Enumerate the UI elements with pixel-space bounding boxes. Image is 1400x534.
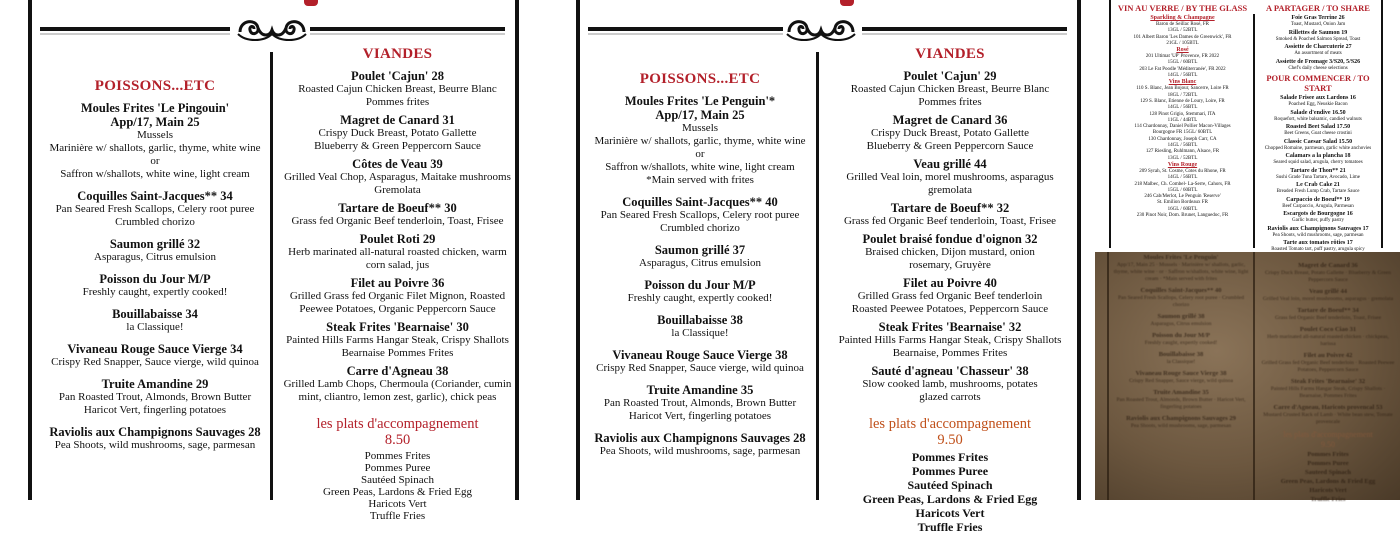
menu-item: Poisson du Jour M/P Freshly caught, expertly cooked! xyxy=(82,272,228,298)
menu-item: Bouillabaisse 38 la Classique! xyxy=(657,313,743,339)
header-rule-left xyxy=(40,27,230,31)
menu-item: Carre d'Agneau 38 Grilled Lamb Chops, Chermoula (Coriander, cumin mint, cliantro, lemon zest, garlic), chick peas xyxy=(283,364,512,403)
menu-item: Saumon grillé 37 Asparagus, Citrus emulsion xyxy=(639,243,761,269)
flourish-ornament-icon xyxy=(785,12,857,44)
menu-page-a xyxy=(0,0,540,522)
section-title-share: A PARTAGER / TO SHARE xyxy=(1266,3,1370,13)
viandes-column xyxy=(280,46,515,522)
header-rule-right xyxy=(310,27,505,31)
menu-item: Truite Amandine 35 Pan Roasted Trout, Almonds, Brown Butter Haricot Vert, fingerling potatoes xyxy=(603,383,797,422)
section-title-poissons: POISSONS...ETC xyxy=(639,71,761,87)
poissons-column xyxy=(45,78,265,460)
menu-item: Moules Frites 'Le Penguin'* App/17, Main 25 Mussels Marinière w/ shallots, garlic, thyme, white wine or Saffron w/shallots, white wine, light cream *Main served with frites xyxy=(594,94,806,186)
menu-item: Côtes de Veau 39 Grilled Veal Chop, Asparagus, Maitake mushrooms Gremolata xyxy=(284,157,511,196)
menu-item: Coquilles Saint-Jacques** 40 Pan Seared Fresh Scallops, Celery root puree Crumbled chorizo xyxy=(600,195,800,234)
photo-frame-line xyxy=(1107,252,1109,500)
menu-item: Poulet Roti 29 Herb marinated all-natural roasted chicken, warm corn salad, jus xyxy=(288,232,507,271)
sides-price: 9.50 xyxy=(937,432,963,448)
side-item: Truffle Fries xyxy=(369,510,426,522)
frame-border-right xyxy=(1381,0,1383,248)
menu-item: Saumon grillé 32 Asparagus, Citrus emulsion xyxy=(94,237,216,263)
menu-item: Magret de Canard 36 Crispy Duck Breast, Potato Gallette Blueberry & Green Peppercorn Sauce xyxy=(866,113,1034,152)
title-letter-fragment xyxy=(840,0,854,6)
menu-item: Tartare de Boeuf** 32 Grass fed Organic Beef tenderloin, Toast, Frisee xyxy=(843,201,1057,227)
frame-border-right xyxy=(515,0,519,500)
frame-border-left xyxy=(1109,0,1111,248)
frame-border-left xyxy=(28,0,32,500)
menu-item: Raviolis aux Champignons Sauvages 28 Pea Shoots, wild mushrooms, sage, parmesan xyxy=(594,431,806,457)
menu-item: Poulet braisé fondue d'oignon 32 Braised chicken, Dijon mustard, onion rosemary, Gruyère xyxy=(862,232,1038,271)
side-item: Truffle Fries xyxy=(917,520,983,534)
photo-right-column: Magret de Canard 36 Crispy Duck Breast, Potato Gallette · Blueberry & Green Peppercorn Sauce Veau grillé 44 Grilled Veal loin, morel mushrooms, asparagus · gremolata Tartare de Boeuf** 34 Grass fed Organic Beef tenderloin, Toast, Frisee Poulet Coco Ciao 31 Herb marinated all-natural roasted chicken · chickpeas, harissa Filet au Poivre 42 Grilled Grass fed Organic Beef tenderloin · Roasted Peewee Potatoes, Peppercorn Sauce Steak Frites 'Bearnaise' 32 Painted Hills Farms Hangar Steak, Crispy Shallots · Bearnaise, Pommes Frites Carre d'Agneau, Haricots provencal 53 Mustard Crusted Rack of Lamb · White bean stew, Tomate provencale les plats d'accompagnement 9.50 Pommes Frites Pommes Puree Sauteed Spinach Green Peas, Lardons & Fried Egg Haricots Vert Truffle Fries xyxy=(1261,262,1395,503)
menu-item: Veau grillé 44 Grilled Veal loin, morel mushrooms, asparagus gremolata xyxy=(846,157,1054,196)
frame-border-right xyxy=(1077,0,1081,500)
menu-item: Poulet 'Cajun' 29 Roasted Cajun Chicken Breast, Beurre Blanc Pommes frites xyxy=(850,69,1050,108)
side-item: Sautéed Spinach xyxy=(907,478,993,492)
side-item: Pommes Frites xyxy=(364,450,431,462)
header-rule-right xyxy=(862,27,1067,31)
menu-item: Vivaneau Rouge Sauce Vierge 34 Crispy Red Snapper, Sauce vierge, wild quinoa xyxy=(51,342,259,368)
menu-item: Sauté d'agneau 'Chasseur' 38 Slow cooked lamb, mushrooms, potates glazed carrots xyxy=(862,364,1038,403)
side-item: Sautéed Spinach xyxy=(360,474,434,486)
section-title-start: POUR COMMENCER / TO START xyxy=(1266,73,1370,93)
menu-page-b xyxy=(560,0,1090,534)
menu-item: Poulet 'Cajun' 28 Roasted Cajun Chicken Breast, Beurre Blanc Pommes frites xyxy=(298,69,497,108)
section-title-sides: les plats d'accompagnement xyxy=(868,416,1032,432)
menu-item: Steak Frites 'Bearnaise' 30 Painted Hills Farms Hangar Steak, Crispy Shallots Bearnaise Pommes Frites xyxy=(286,320,509,359)
menu-item: Filet au Poivre 36 Grilled Grass fed Organic Filet Mignon, Roasted Peewee Potatoes, Organic Peppercorn Sauce xyxy=(289,276,506,315)
side-item: Pommes Puree xyxy=(364,462,431,474)
menu-item: Vivaneau Rouge Sauce Vierge 38 Crispy Red Snapper, Sauce vierge, wild quinoa xyxy=(596,348,804,374)
photo-column-line xyxy=(1253,252,1255,500)
menu-item: Poisson du Jour M/P Freshly caught, expertly cooked! xyxy=(627,278,773,304)
side-item: Pommes Puree xyxy=(911,464,989,478)
menu-item: Raviolis aux Champignons Sauvages 28 Pea Shoots, wild mushrooms, sage, parmesan xyxy=(49,425,261,451)
frame-border-left xyxy=(576,0,580,500)
menu-item: Magret de Canard 31 Crispy Duck Breast, Potato Gallette Blueberry & Green Peppercorn Sauce xyxy=(314,113,481,152)
section-title-sides: les plats d'accompagnement xyxy=(316,416,479,432)
column-divider xyxy=(270,52,273,500)
side-item: Green Peas, Lardons & Fried Egg xyxy=(862,492,1038,506)
side-item: Haricots Vert xyxy=(368,498,427,510)
menu-item: Tartare de Boeuf** 30 Grass fed Organic Beef tenderloin, Toast, Frisee xyxy=(291,201,504,227)
menu-item: Steak Frites 'Bearnaise' 32 Painted Hills Farms Hangar Steak, Crispy Shallots Bearnaise, Pommes Frites xyxy=(838,320,1062,359)
section-title-viandes: VIANDES xyxy=(915,46,985,62)
menu-photo xyxy=(1095,252,1400,503)
side-item: Haricots Vert xyxy=(915,506,985,520)
poissons-column xyxy=(590,71,810,466)
side-item: Pommes Frites xyxy=(911,450,989,464)
section-title-poissons: POISSONS...ETC xyxy=(94,78,216,94)
menu-item: Coquilles Saint-Jacques** 34 Pan Seared Fresh Scallops, Celery root puree Crumbled chorizo xyxy=(55,189,255,228)
menu-item: Moules Frites 'Le Pingouin' App/17, Main 25 Mussels Marinière w/ shallots, garlic, thyme, white wine or Saffron w/shallots, white wine, light cream xyxy=(49,101,261,180)
viandes-column xyxy=(825,46,1075,534)
section-title-viandes: VIANDES xyxy=(362,46,433,62)
flourish-ornament-icon xyxy=(236,12,308,44)
menu-page-c xyxy=(1095,0,1400,252)
header-rule-left xyxy=(588,27,783,31)
wine-column: VIN AU VERRE / BY THE GLASS Sparkling & Champagne Baron de Seillac Rosé, FR 13GL / 52BTL 101 Albert Baron 'Les Dames de Greenwick', FR 21GL / 105BTL Rosé 201 Ultimat 'UP' Provence, FR 2022 15GL / 60BTL 203 Le Fat Poodle 'Méditerranée', FR 2022 14GL / 56BTL Vins Blanc 110 S. Blanc, Jean Bojour, Sancerre, Loire FR 18GL / 72BTL 129 S. Blanc, Etienne de Loury, Loire, FR 14GL / 56BTL 128 Pinot Grigio, Stemmari, ITA 11GL / 44BTL 114 Chardonnay, Daniel Pollier Macon-Villages Bourgogne FR 15GL/ 60BTL 130 Chardonnay, Joseph Carr, CA 14GL / 56BTL 127 Riesling, Ruhlmann, Alsace, FR 13GL / 52BTL Vins Rouge 209 Syrah, St. Cosme, Cotes du Rhone, FR 14GL / 56BTL 218 Malbec, Ch. Combel- La-Serre, Cahors, FR 15GL / 60BTL 246 Cab/Merlot, Le Penguin 'Reserve' St. Emilion Bordeaux FR 16GL / 60BTL 230 Pinot Noir, Dom. Brunet, Languedoc, FR xyxy=(1115,3,1250,219)
title-letter-fragment xyxy=(304,0,318,6)
section-title-wine: VIN AU VERRE / BY THE GLASS xyxy=(1117,3,1248,13)
column-divider xyxy=(816,52,819,500)
menu-item: Truite Amandine 29 Pan Roasted Trout, Almonds, Brown Butter Haricot Vert, fingerling potatoes xyxy=(58,377,252,416)
sides-price: 8.50 xyxy=(384,432,411,448)
side-item: Green Peas, Lardons & Fried Egg xyxy=(322,486,473,498)
column-divider xyxy=(1253,14,1255,248)
menu-item: Filet au Poivre 40 Grilled Grass fed Organic Beef tenderloin Roasted Peewee Potatoes, Peppercorn Sauce xyxy=(851,276,1049,315)
menu-item: Bouillabaisse 34 la Classique! xyxy=(112,307,198,333)
starters-column: A PARTAGER / TO SHARE Foie Gras Terrine 26 Toast, Mustard, Onion Jam Rillettes de Saumon 19 Smoked & Poached Salmon Spread, Toast Assiette de Charcuterie 27 An assortment of meats Assiette de Fromage 3/S20, 5/S26 Chef's daily cheese selections POUR COMMENCER / TO START Salade Frisee aux Lardons 16 Poached Egg, Neuskie Bacon Salade d'endive 16.50 Roquefort, white balsamic, candied walnuts Roasted Beet Salad 17.50 Beet Greens, Goat cheese crostini Classic Caesar Salad 15.50 Chopped Romaine, parmesan, garlic white anchovies Calamars a la plancha 18 Seared squid salad, arugula, cherry tomatoes Tartare de Thon** 21 Sushi Grade Tuna Tartare, Avocado, Lime Le Crab Cake 21 Breaded Fresh Lump Crab, Tartare Sauce Carpaccio de Boeuf** 19 Beef Carpaccio, Arugula, Parmesan Escargots de Bourgogne 16 Garlic butter, puffy pastry Raviolis aux Champignons Sauvages 17 Pea Shoots, wild mushrooms, sage, parmesan Tarte aux tomates rôties 17 Roasted Tomato tart, puff pastry, arugula spicy xyxy=(1257,3,1379,255)
photo-left-column: Moules Frites 'Le Penguin' App/17, Main 25 · Mussels · Marinière w/ shallots, garlic, thyme, white wine · or · Saffron w/shallots, white wine, light cream · *Main served with frites Coquilles Saint-Jacques** 40 Pan Seared Fresh Scallops, Celery root puree · Crumbled chorizo Saumon grillé 38 Asparagus, Citrus emulsion Poisson du Jour M/P Freshly caught, expertly cooked! Bouillabaisse 38 la Classique! Vivaneau Rouge Sauce Vierge 38 Crispy Red Snapper, Sauce vierge, wild quinoa Truite Amandine 35 Pan Roasted Trout, Almonds, Brown Butter · Haricot Vert, fingerling potatoes Raviolis aux Champignons Sauvages 29 Pea Shoots, wild mushrooms, sage, parmesan xyxy=(1113,254,1249,429)
